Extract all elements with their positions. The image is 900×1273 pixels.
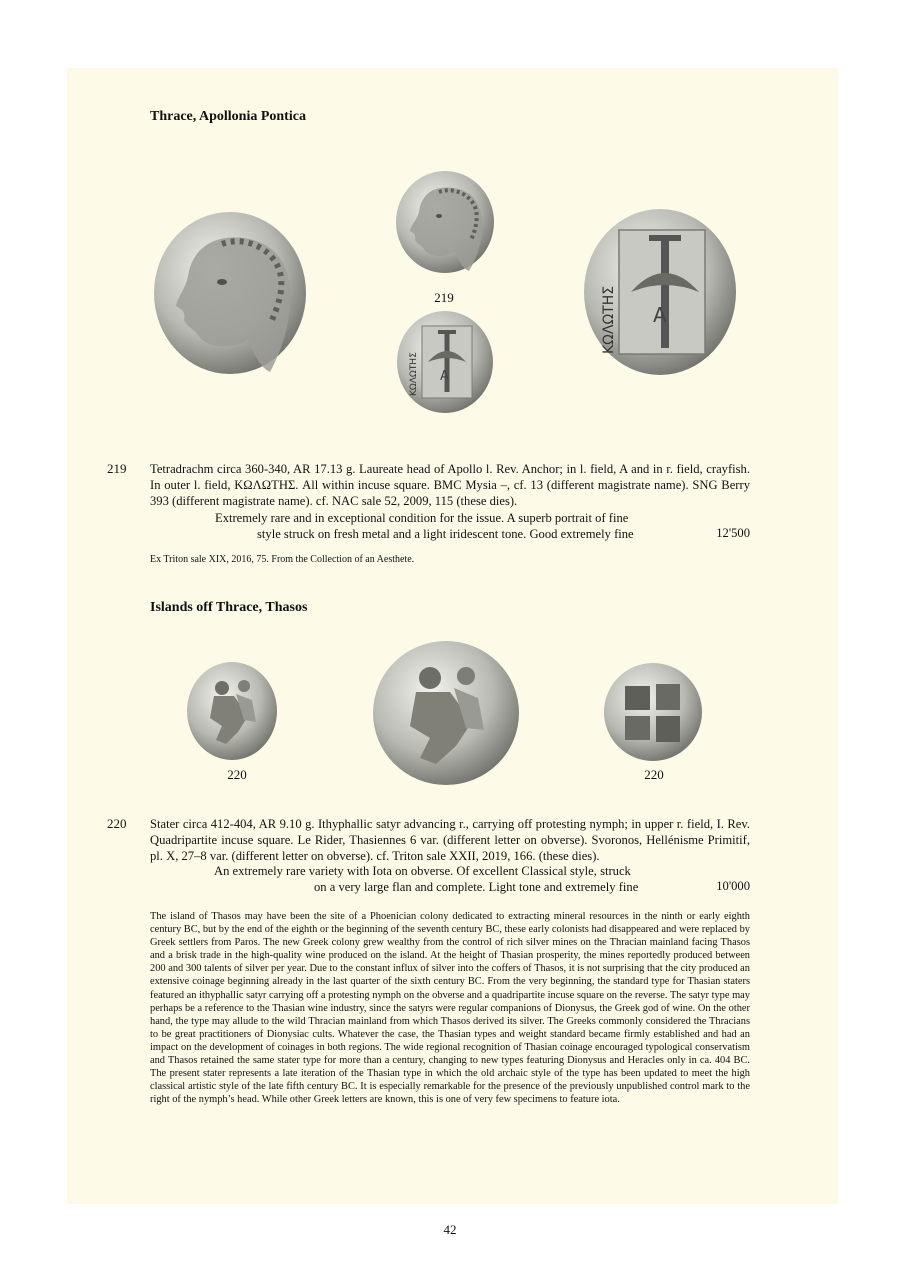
lot-220-historical-note: The island of Thasos may have been the site of a Phoenician colony dedicated to extracting mineral resources in the ninth or early eighth century BC, but by the end of the eighth or the beginning of the seventh century BC, these early colonists had disappeared and were replaced by Greek settlers from Paros. The new Greek colony grew wealthy from the control of rich silver mines on the Thracian mainland facing Thasos and a brisk trade in the high-quality wine produced on the island. At the height of Thasian prosperity, the mines reportedly produced between 200 and 300 talents of silver per year. Due to the constant influx of silver into the coffers of Thasos, it is not surprising that the city produced an extensive coinage beginning already in the last quarter of the sixth century BC. From the very beginning, the standard type for Thasian staters featured an ithyphallic satyr carrying off a protesting nymph on the obverse and a quadripartite incuse square on the reverse. The satyr type may perhaps be a reference to the Thasian wine industry, since the satyrs were regular companions of Dionysus, the Greek god of wine. On the other hand, the type may allude to the wild Thracian mainland from which Thasos derived its silver. The Greeks commonly considered the Thracians to be great practitioners of Dionysiac cults. Whatever the case, the Thasian types and weight standard became firmly established and had an impact on the development of coinages in both regions. The wide regional recognition of Thasian coinage encouraged typological conservatism and Thasos retained the same stater type for more than a century, changing to new types featuring Dionysus and Heracles only in ca. 404 BC. The present stater represents a late iteration of the Thasian type in which the old archaic style of the type has been updated to meet the high classical artistic style of the late fifth century BC. It is especially remarkable for the presence of the previously unpublished control mark to the right of the nymph’s head. While other Greek letters are known, this is one of very few specimens to feature iota. <box>150 911 750 1106</box>
lot-219-price: 12'500 <box>716 526 750 540</box>
reverse-legend: ΚΩΛΩΤΗΣ <box>601 285 617 354</box>
lot-number-219: 219 <box>107 461 127 476</box>
section-title-apollonia: Thrace, Apollonia Pontica <box>150 109 306 124</box>
reverse-letter: Α <box>440 369 449 384</box>
anchor-reverse-icon <box>396 310 494 414</box>
lot-219-grade-line-2: style struck on fresh metal and a light iridescent tone. Good extremely fine <box>257 527 634 541</box>
lot-number-220: 220 <box>107 816 127 831</box>
reverse-legend: ΚΩΛΩΤΗΣ <box>409 352 419 396</box>
laureate-head-apollo-icon <box>152 210 308 376</box>
quadripartite-incuse-square-icon <box>603 662 703 762</box>
lot-220-description: Stater circa 412-404, AR 9.10 g. Ithyphallic satyr advancing r., carrying off protesting nymph; in upper r. field, I. Rev. Quadripartite incuse square. Le Rider, Thasiennes 6 var. (different letter on obverse). Svoronos, Hellénisme Primitif, pl. X, 27–8 var. (different letter on obverse). cf. Triton sale XXII, 2019, 166. (these dies). <box>150 817 750 863</box>
anchor-reverse-icon <box>583 208 737 376</box>
laureate-head-apollo-icon <box>395 170 495 274</box>
satyr-and-nymph-icon <box>186 660 278 762</box>
lot-220-image-label-right: 220 <box>644 767 664 782</box>
lot-219-image-label: 219 <box>434 290 454 305</box>
lot-219-grade-line-1: Extremely rare and in exceptional condition for the issue. A superb portrait of fine <box>215 511 629 525</box>
lot-219-provenance: Ex Triton sale XIX, 2016, 75. From the Collection of an Aesthete. <box>150 554 415 565</box>
lot-220-grade-line-1: An extremely rare variety with Iota on obverse. Of excellent Classical style, struck <box>214 864 631 878</box>
lot-219-description: Tetradrachm circa 360-340, AR 17.13 g. Laureate head of Apollo l. Rev. Anchor; in l. field, A and in r. field, crayfish. In outer l. field, ΚΩΛΩΤΗΣ. All within incuse square. BMC Mysia –, cf. 13 (different magistrate name). SNG Berry 393 (different magistrate name). cf. NAC sale 52, 2009, 115 (these dies). <box>150 462 750 508</box>
page-number: 42 <box>443 1222 457 1237</box>
satyr-and-nymph-icon <box>372 640 520 786</box>
reverse-letter: Α <box>653 303 667 327</box>
lot-220-grade-line-2: on a very large flan and complete. Light tone and extremely fine <box>314 880 639 894</box>
section-title-thasos: Islands off Thrace, Thasos <box>150 600 308 615</box>
lot-220-price: 10'000 <box>716 879 750 893</box>
lot-220-image-label-left: 220 <box>227 767 247 782</box>
